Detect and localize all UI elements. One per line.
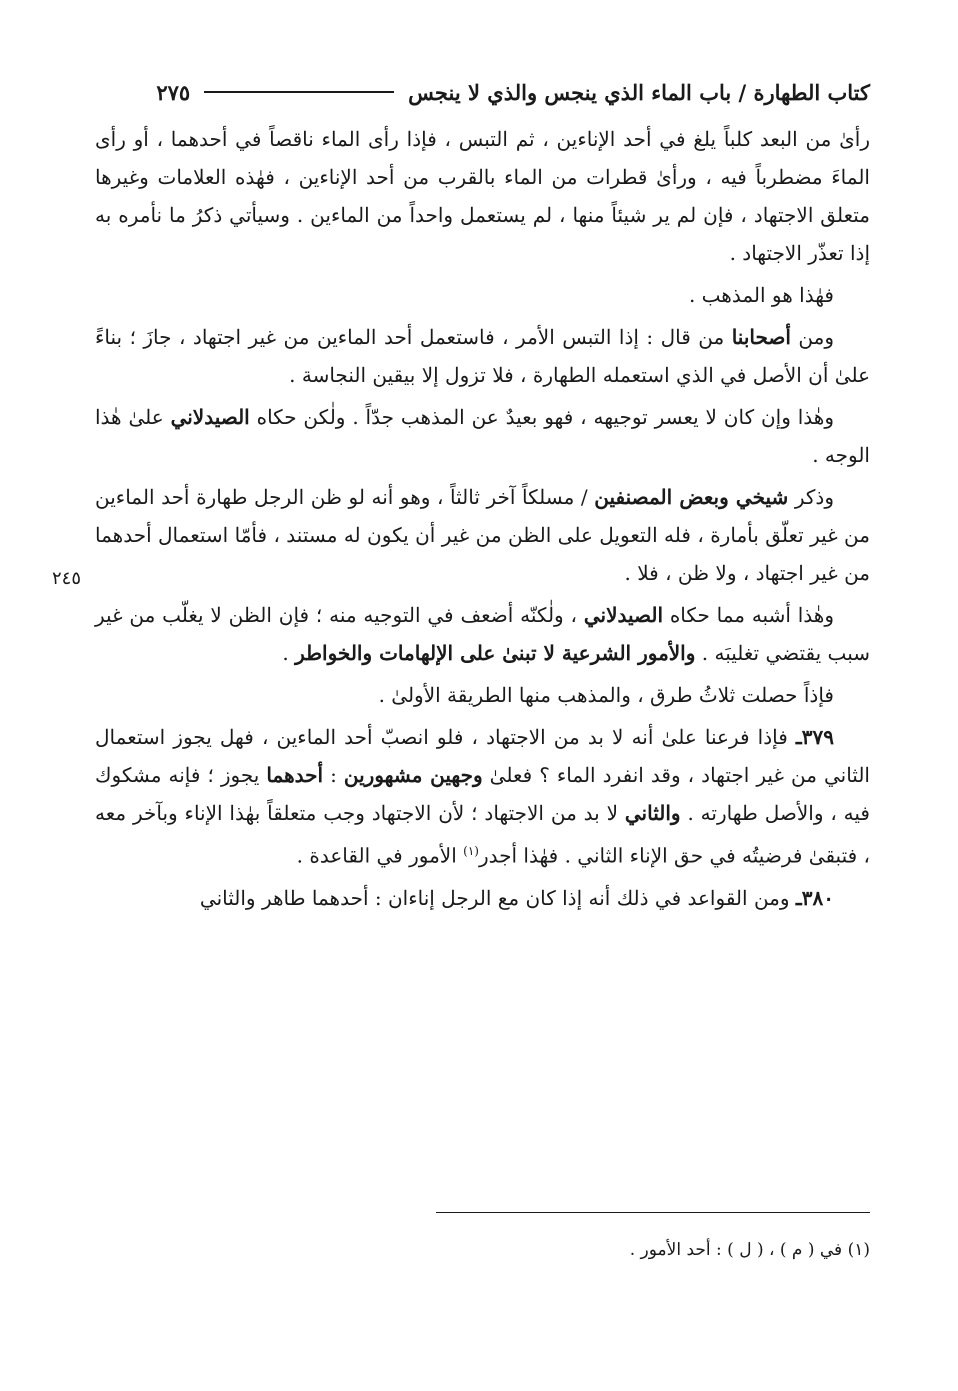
text-segment: ومن — [790, 325, 835, 349]
text-segment: ، ولٰكنّه أضعف في التوجيه منه ؛ فإن الظن لا يغلّب من غير سبب يقتضي تغليبَه . — [95, 603, 870, 665]
paragraph — [95, 718, 870, 875]
text-segment: وذكر — [788, 485, 834, 509]
page-number: ٢٧٥ — [156, 79, 191, 105]
text-segment: وهٰذا أشبه مما حكاه — [663, 603, 834, 627]
text-segment: . — [282, 641, 296, 665]
text-segment: لا بد من الاجتهاد ؛ لأن الاجتهاد وجب متعلقاً بهٰذا الإناء وبآخر معه ، فتبقىٰ فرضيتُه في حق الإناء الثاني . فهٰذا أجدر — [95, 801, 870, 868]
text-segment: رأىٰ من البعد كلباً يلغ في أحد الإناءين ، ثم التبس ، فإذا رأى الماء ناقصاً في أحدهما ، أو رأى الماءَ مضطرباً فيه ، ورأىٰ قطرات من الماء بالقرب من أحد الإناءين ، فهٰذه العلامات وغيرها متعلق الاجتهاد ، فإن لم ير شيئاً منها ، لم يستعمل واحداً من الماءين . وسيأتي ذكرُ ما نأمره به إذا تعذّر الاجتهاد . — [95, 127, 870, 265]
running-title: كتاب الطهارة / باب الماء الذي ينجس والذي لا ينجس — [408, 79, 870, 105]
paragraph — [95, 478, 870, 592]
text-segment: يجوز ؛ فإنه مشكوك فيه ، والأصل طهارته . — [95, 763, 870, 825]
text-segment: من قال : إذا التبس الأمر ، فاستعمل أحد الماءين من غير اجتهاد ، جازَ ؛ بناءً علىٰ أن الأصل في الذي استعمله الطهارة ، فلا تزول إلا بيقين النجاسة . — [95, 325, 870, 387]
footnote-rule — [436, 1212, 870, 1213]
paragraph — [95, 676, 870, 714]
paragraph — [95, 596, 870, 672]
text-segment: : — [323, 763, 344, 787]
text-segment: ومن القواعد في ذلك أنه إذا كان مع الرجل إناءان : أحدهما طاهر والثاني — [199, 885, 796, 910]
bold-text: والأمور الشرعية لا تبنىٰ على الإلهامات والخواطر — [295, 641, 696, 665]
main-text — [95, 120, 870, 917]
bold-text: والثاني — [624, 801, 681, 825]
margin-page-number: ٢٤٥ — [52, 568, 82, 589]
bold-text: الصيدلاني — [170, 405, 250, 429]
paragraph — [95, 318, 870, 394]
bold-text: شيخي وبعض المصنفين — [594, 485, 789, 509]
bold-text: ٣٨٠ـ — [795, 885, 834, 910]
text-segment: الأمور في القاعدة . — [296, 843, 464, 868]
bold-text: أحدهما — [266, 763, 324, 787]
text-segment: فإذا فرعنا علىٰ أنه لا بد من الاجتهاد ، فلو انصبّ أحد الماءين ، فهل يجوز استعمال الثاني من غير اجتهاد ، وقد انفرد الماء ؟ فعلىٰ — [95, 725, 870, 787]
paragraph — [95, 276, 870, 314]
bold-text: وجهين مشهورين — [343, 763, 483, 787]
header-rule — [204, 91, 394, 93]
paragraph — [95, 120, 870, 272]
paragraph — [95, 879, 870, 917]
page-header — [100, 72, 870, 112]
text-segment: فهٰذا هو المذهب . — [688, 283, 834, 307]
bold-text: الصيدلاني — [583, 603, 663, 627]
bold-text: ٣٧٩ـ — [795, 725, 835, 749]
paragraph — [95, 398, 870, 474]
footnote: (١) في ( م ) ، ( ل ) : أحد الأمور . — [629, 1240, 870, 1260]
footnote-marker: (١) — [463, 844, 479, 858]
text-segment: فإذاً حصلت ثلاثُ طرق ، والمذهب منها الطريقة الأولىٰ . — [378, 683, 834, 707]
bold-text: أصحابنا — [731, 325, 791, 349]
text-segment: / مسلكاً آخر ثالثاً ، وهو أنه لو ظن الرجل طهارة أحد الماءين من غير تعلّق بأمارة ، فله التعويل على الظن من غير أن يكون له مستند ، فأمّا استعمال أحدهما من غير اجتهاد ، ولا ظن ، فلا . — [95, 485, 870, 585]
text-segment: وهٰذا وإن كان لا يعسر توجيهه ، فهو بعيدٌ عن المذهب جدّاً . ولٰكن حكاه — [249, 405, 834, 429]
text-segment: علىٰ هٰذا الوجه . — [95, 405, 870, 467]
